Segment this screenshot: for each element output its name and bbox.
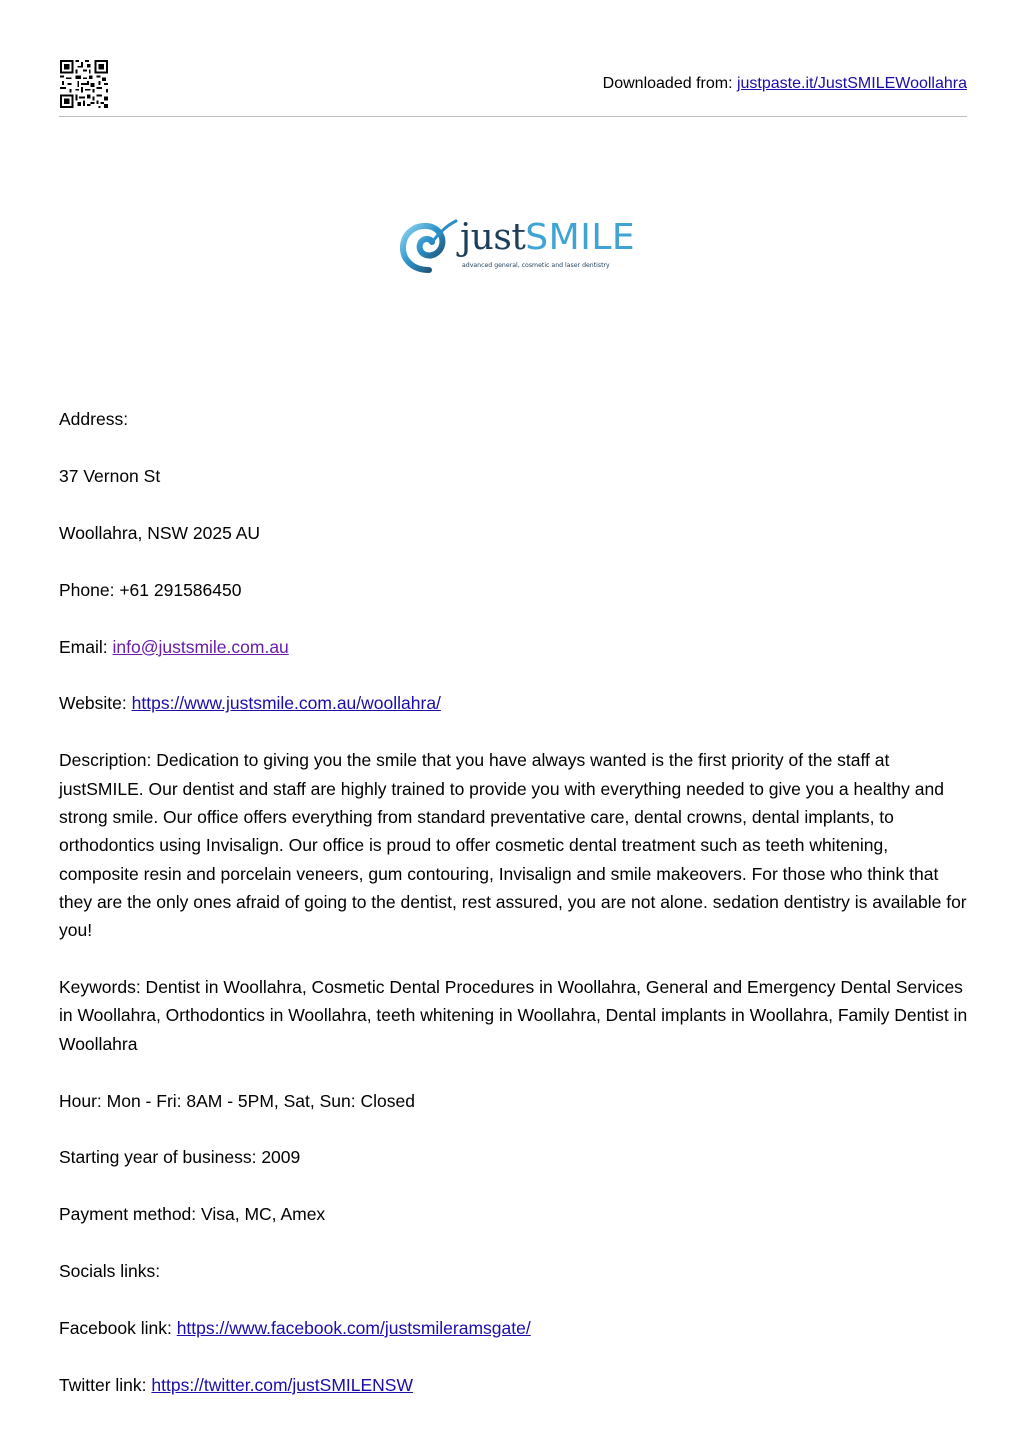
socials-label: Socials links: bbox=[59, 1261, 161, 1282]
source-link[interactable]: justpaste.it/JustSMILEWoollahra bbox=[736, 75, 967, 92]
payment-method: Payment method: Visa, MC, Amex bbox=[59, 1204, 326, 1225]
swirl-logo-icon bbox=[398, 215, 460, 277]
website-label: Website: bbox=[59, 693, 132, 714]
address-label: Address: bbox=[59, 409, 129, 429]
listing-content bbox=[59, 405, 969, 1428]
facebook-line bbox=[59, 1314, 969, 1342]
email-line bbox=[59, 633, 969, 661]
address-line-1: 37 Vernon St bbox=[59, 465, 161, 486]
downloaded-from-line bbox=[603, 75, 967, 93]
email-link[interactable]: info@justsmile.com.au bbox=[112, 636, 289, 657]
logo-tagline: advanced general, cosmetic and laser dentistry bbox=[462, 262, 610, 269]
logo-word-smile: SMILE bbox=[525, 217, 636, 258]
downloaded-from-label: Downloaded from: bbox=[602, 75, 737, 92]
website-link[interactable]: https://www.justsmile.com.au/woollahra/ bbox=[131, 693, 441, 714]
description: Description: Dedication to giving you the smile that you have always wanted is the first priority of the staff at justSMILE. Our dentist and staff are highly trained to provide you with everything needed to give you a healthy and strong smile. Our office offers everything from standard preventative care, dental crowns, dental implants, to orthodontics using Invisalign. Our office is proud to offer cosmetic dental treatment such as teeth whitening, composite resin and porcelain veneers, gum contouring, Invisalign and smile makeovers. For those who think that they are the only ones afraid of going to the dentist, rest assured, you are not alone. sedation dentistry is available for you! bbox=[59, 750, 967, 941]
page-header bbox=[59, 60, 967, 117]
starting-year: Starting year of business: 2009 bbox=[59, 1147, 301, 1168]
phone: Phone: +61 291586450 bbox=[59, 579, 242, 600]
facebook-link[interactable]: https://www.facebook.com/justsmileramsgate/ bbox=[176, 1318, 531, 1339]
hours: Hour: Mon - Fri: 8AM - 5PM, Sat, Sun: Closed bbox=[59, 1090, 415, 1111]
email-label: Email: bbox=[59, 636, 113, 657]
twitter-label: Twitter link: bbox=[59, 1374, 152, 1395]
address-line-2: Woollahra, NSW 2025 AU bbox=[59, 522, 261, 543]
twitter-line bbox=[59, 1371, 969, 1399]
website-line bbox=[59, 689, 969, 717]
qr-code-icon bbox=[59, 60, 109, 108]
keywords: Keywords: Dentist in Woollahra, Cosmetic Dental Procedures in Woollahra, General and Emergency Dental Services in Woollahra, Orthodontics in Woollahra, teeth whitening in Woollahra, Dental implants in Woollahra, Family Dentist in Woollahra bbox=[59, 977, 968, 1054]
facebook-label: Facebook link: bbox=[59, 1318, 177, 1339]
logo-word-just: just bbox=[460, 217, 526, 258]
justsmile-logo bbox=[398, 215, 636, 277]
header-divider bbox=[59, 116, 967, 117]
logo-wordmark bbox=[460, 215, 635, 261]
twitter-link[interactable]: https://twitter.com/justSMILENSW bbox=[151, 1374, 413, 1395]
